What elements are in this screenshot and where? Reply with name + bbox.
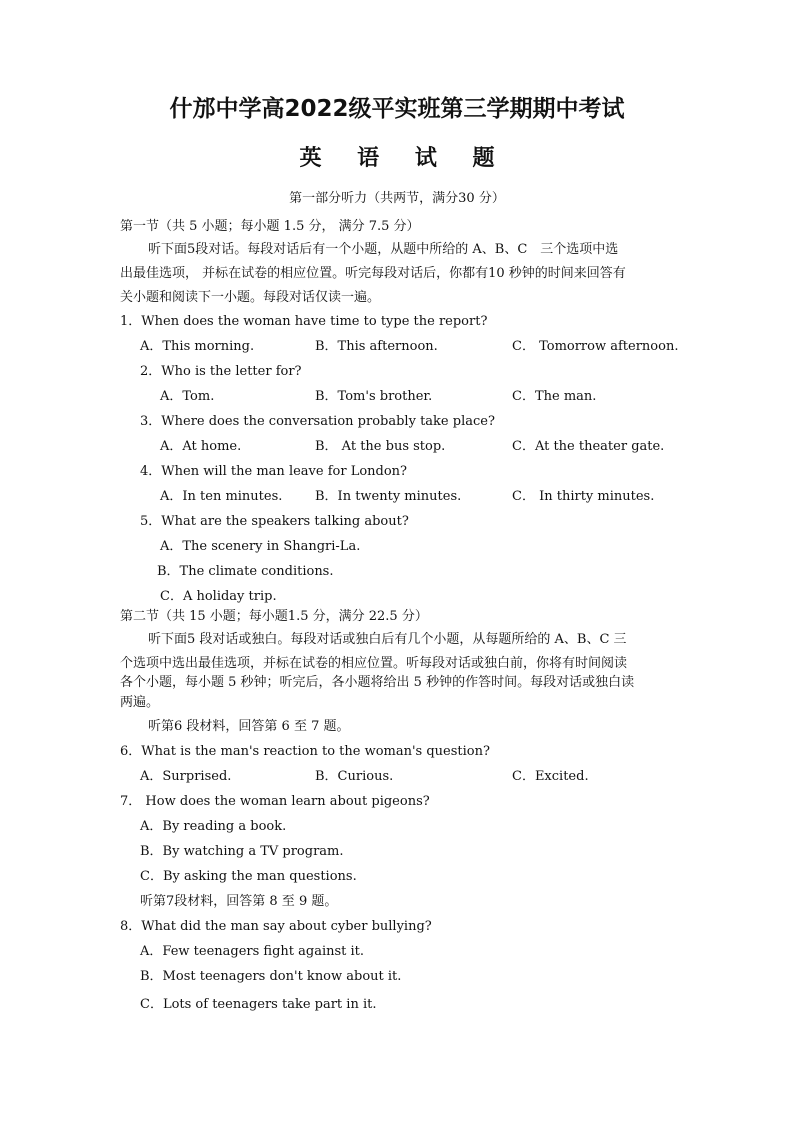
- option-c: C．Lots of teenagers take part in it.: [140, 997, 377, 1012]
- part1-heading: 第一部分听力（共两节，满分30 分）: [289, 191, 505, 206]
- option-a: A．In ten minutes.: [160, 489, 283, 504]
- option-a: A．Tom.: [160, 389, 215, 404]
- option-a: A．By reading a book.: [140, 819, 287, 834]
- option-b: B． At the bus stop.: [315, 439, 446, 454]
- option-b: B．Tom's brother.: [315, 389, 433, 404]
- option-a: A．Surprised.: [140, 769, 232, 784]
- question-stem: 5．What are the speakers talking about?: [140, 514, 409, 529]
- section1-heading: 第一节（共 5 小题；每小题 1.5 分， 满分 7.5 分）: [120, 219, 420, 234]
- option-c: C．At the theater gate.: [512, 439, 665, 454]
- section1-instruction-line: 关小题和阅读下一小题。每段对话仅读一遍。: [120, 290, 381, 305]
- material-note: 听第6 段材料，回答第 6 至 7 题。: [148, 719, 350, 734]
- option-b: B．Curious.: [315, 769, 394, 784]
- question-stem: 4．When will the man leave for London?: [140, 464, 408, 479]
- option-b: B．Most teenagers don't know about it.: [140, 969, 402, 984]
- option-a: A．Few teenagers fight against it.: [140, 944, 365, 959]
- question-stem: 2．Who is the letter for?: [140, 364, 302, 379]
- option-a: A．This morning.: [140, 339, 255, 354]
- section2-instruction-line: 个选项中选出最佳选项，并标在试卷的相应位置。听每段对话或独白前，你将有时间阅读: [120, 656, 628, 671]
- section2-instruction-line: 听下面5 段对话或独白。每段对话或独白后有几个小题，从每题所给的 A、B、C 三: [148, 632, 627, 647]
- option-b: B．In twenty minutes.: [315, 489, 462, 504]
- section2-instruction-line: 两遍。: [120, 695, 160, 710]
- option-c: C．Excited.: [512, 769, 589, 784]
- question-stem: 3．Where does the conversation probably take place?: [140, 414, 495, 429]
- option-a: A．The scenery in Shangri-La.: [160, 539, 361, 554]
- option-a: A．At home.: [160, 439, 242, 454]
- exam-subtitle: 英 语 试 题: [299, 146, 509, 171]
- option-c: C．By asking the man questions.: [140, 869, 357, 884]
- option-b: B．By watching a TV program.: [140, 844, 344, 859]
- exam-title: 什邡中学高2022级平实班第三学期期中考试: [169, 96, 625, 122]
- question-stem: 6．What is the man's reaction to the woman's question?: [120, 744, 490, 759]
- option-c: C． Tomorrow afternoon.: [512, 339, 679, 354]
- question-stem: 8．What did the man say about cyber bullying?: [120, 919, 432, 934]
- section1-instruction-line: 出最佳选项， 并标在试卷的相应位置。听完每段对话后，你都有10 秒钟的时间来回答有: [120, 266, 626, 281]
- section2-instruction-line: 各个小题，每小题 5 秒钟；听完后，各小题将给出 5 秒钟的作答时间。每段对话或独白读: [120, 675, 635, 690]
- question-stem: 1．When does the woman have time to type the report?: [120, 314, 488, 329]
- option-b: B．The climate conditions.: [157, 564, 334, 579]
- question-stem: 7． How does the woman learn about pigeons?: [120, 794, 430, 809]
- option-b: B．This afternoon.: [315, 339, 438, 354]
- section1-instruction-line: 听下面5段对话。每段对话后有一个小题，从题中所给的 A、B、C 三个选项中选: [148, 242, 619, 257]
- option-c: C．A holiday trip.: [160, 589, 277, 604]
- material-note: 听第7段材料，回答第 8 至 9 题。: [140, 894, 338, 909]
- section2-heading: 第二节（共 15 小题；每小题1.5 分，满分 22.5 分）: [120, 609, 428, 624]
- option-c: C．The man.: [512, 389, 597, 404]
- option-c: C． In thirty minutes.: [512, 489, 655, 504]
